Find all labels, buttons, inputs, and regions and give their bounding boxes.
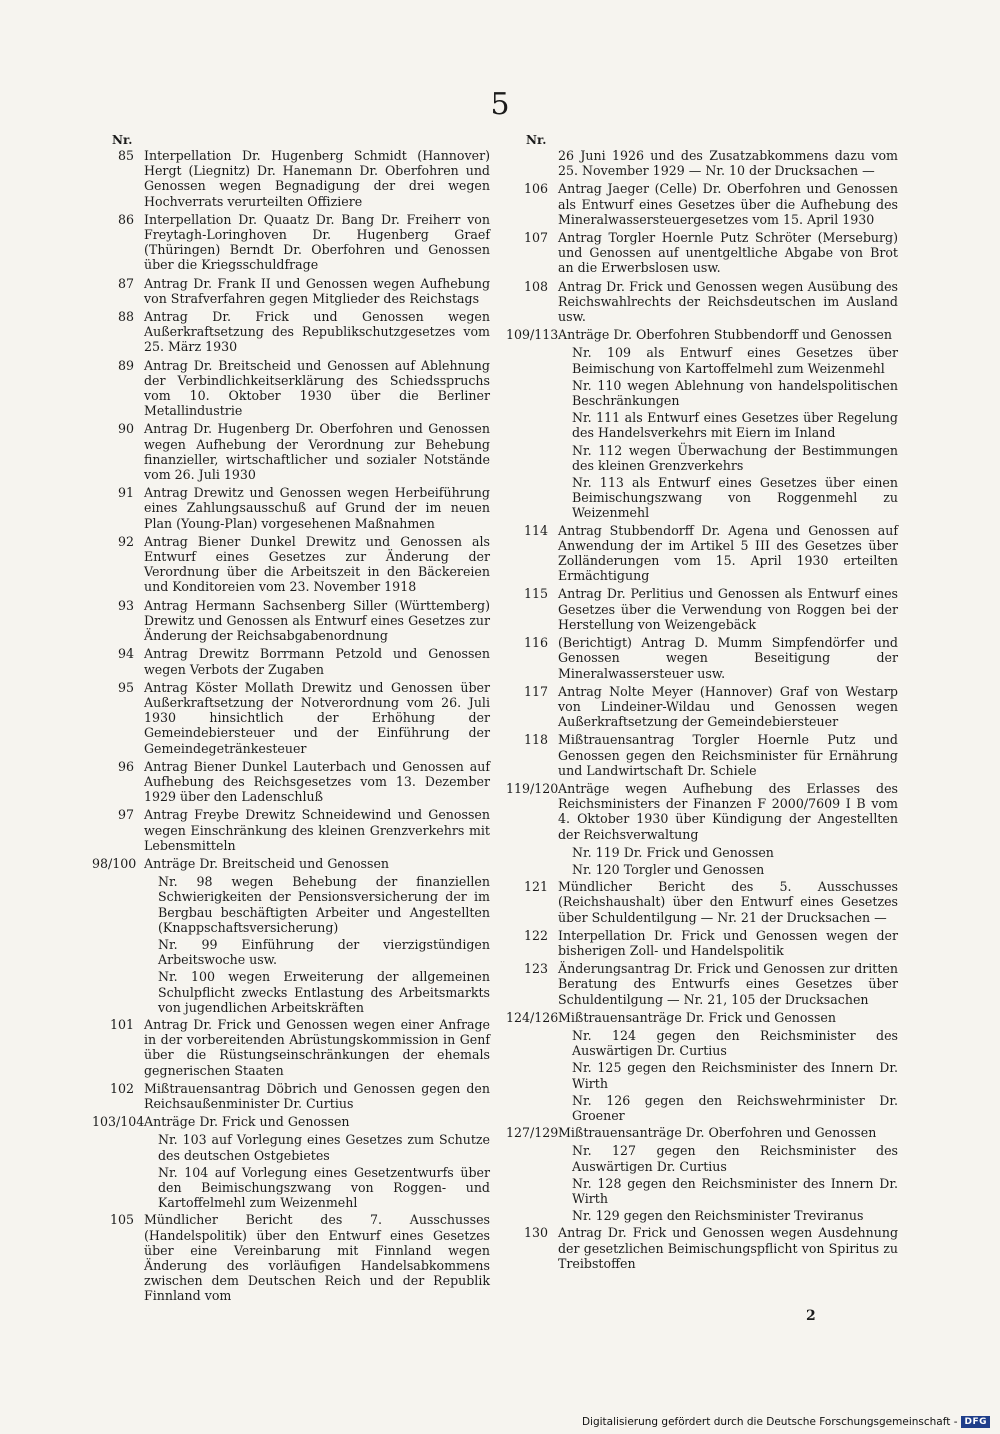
list-item xyxy=(506,586,898,632)
entry-text: Antrag Nolte Meyer (Hannover) Graf von Westarp von Lindeiner-Wildau und Genossen wegen Außerkraftsetzung der Gemeindebiersteuer xyxy=(558,683,898,730)
entry-text: Antrag Stubbendorff Dr. Agena und Genossen auf Anwendung der im Artikel 5 III des Gesetzes über Zolländerungen vom 15. April 1930 erteilten Ermächtigung xyxy=(558,522,898,584)
entry-text: Antrag Biener Dunkel Drewitz und Genossen als Entwurf eines Gesetzes zur Änderung der Verordnung über die Arbeitszeit in den Bäckereien und Konditoreien vom 23. November 1918 xyxy=(144,533,490,595)
sheet-number: 2 xyxy=(806,1308,816,1324)
entry-number: 102 xyxy=(109,1080,134,1096)
list-item xyxy=(92,1212,490,1303)
list-item xyxy=(506,279,898,325)
entry-number: 116 xyxy=(523,635,548,651)
list-item xyxy=(92,421,490,482)
entry-number: 122 xyxy=(523,927,548,943)
footer-text: Digitalisierung gefördert durch die Deutsche Forschungsgemeinschaft - xyxy=(581,1416,958,1428)
entry-text: Anträge Dr. Breitscheid und Genossen xyxy=(144,855,390,871)
entry-number: 95 xyxy=(117,679,134,695)
entry-text: (Berichtigt) Antrag D. Mumm Simpfendörfer und Genossen wegen Beseitigung der Mineralwassersteuer usw. xyxy=(558,635,898,681)
list-item xyxy=(92,1017,490,1078)
list-item xyxy=(506,732,898,778)
entry-text: Antrag Hermann Sachsenberg Siller (Württemberg) Drewitz und Genossen als Entwurf eines Gesetzes zur Änderung der Reichsabgabenordnung xyxy=(144,597,490,644)
sub-item: Nr. 103 auf Vorlegung eines Gesetzes zum Schutze des deutschen Ostgebietes xyxy=(158,1132,490,1163)
entry-number: 123 xyxy=(523,961,548,977)
entry-text: Antrag Dr. Hugenberg Dr. Oberfohren und Genossen wegen Aufhebung der Verordnung zur Behebung finanzieller, wirtschaftlicher und sozialer Notstände vom 26. Juli 1930 xyxy=(144,421,490,483)
entry-number: 94 xyxy=(117,646,134,662)
entry-text: Antrag Drewitz Borrmann Petzold und Genossen wegen Verbots der Zugaben xyxy=(144,646,490,677)
entry-text: Mündlicher Bericht des 7. Ausschusses (Handelspolitik) über den Entwurf eines Gesetzes über eine Vereinbarung mit Finnland wegen Änderung des vorläufigen Handelsabkommens zwischen dem Deutschen Reich und der Republik Finnland vom xyxy=(144,1212,490,1304)
list-item xyxy=(92,358,490,419)
entry-number: 89 xyxy=(117,357,134,373)
list-item xyxy=(506,1010,898,1025)
list-item xyxy=(506,961,898,1007)
sub-item: Nr. 112 wegen Überwachung der Bestimmungen des kleinen Grenzverkehrs xyxy=(572,442,898,473)
list-item xyxy=(506,635,898,681)
entry-text: Antrag Dr. Frick und Genossen wegen Außerkraftsetzung des Republikschutzgesetzes vom 25. März 1930 xyxy=(144,309,490,355)
list-item xyxy=(92,1081,490,1111)
list-item xyxy=(92,148,490,209)
sub-item: Nr. 128 gegen den Reichsminister des Innern Dr. Wirth xyxy=(572,1175,898,1206)
entry-number: 91 xyxy=(117,485,134,501)
entry-number: 97 xyxy=(117,807,134,823)
continuation-text: 26 Juni 1926 und des Zusatzabkommens dazu vom 25. November 1929 — Nr. 10 der Drucksachen — xyxy=(558,148,898,179)
entry-number: 96 xyxy=(117,758,134,774)
sub-item: Nr. 104 auf Vorlegung eines Gesetzentwurfs über den Beimischungszwang von Roggen- und Kartoffelmehl zum Weizenmehl xyxy=(158,1164,490,1211)
entry-text: Interpellation Dr. Quaatz Dr. Bang Dr. Freiherr von Freytagh-Loringhoven Dr. Hugenberg Graef (Thüringen) Berndt Dr. Oberfohren und Genossen über die Kriegsschuldfrage xyxy=(144,211,490,273)
entry-number: 90 xyxy=(117,421,134,437)
entry-text: Antrag Dr. Frick und Genossen wegen einer Anfrage in der vorbereitenden Abrüstungskommission in Genf über die Rüstungseinschränkungen der ehemals gegnerischen Staaten xyxy=(144,1016,490,1078)
list-item xyxy=(506,928,898,958)
entry-text: Antrag Freybe Drewitz Schneidewind und Genossen wegen Einschränkung des kleinen Grenzverkehrs mit Lebensmitteln xyxy=(144,807,490,853)
right-column xyxy=(506,133,898,1274)
entry-number: 114 xyxy=(523,522,548,538)
entry-number: 98/100 xyxy=(92,855,137,871)
entry-number: 118 xyxy=(523,732,548,748)
list-item xyxy=(92,856,490,871)
sub-item: Nr. 110 wegen Ablehnung von handelspolitischen Beschränkungen xyxy=(572,377,898,409)
entry-text: Änderungsantrag Dr. Frick und Genossen zur dritten Beratung des Entwurfs eines Gesetzes über Schuldentilgung — Nr. 21, 105 der Drucksachen xyxy=(558,961,898,1007)
sub-item: Nr. 127 gegen den Reichsminister des Auswärtigen Dr. Curtius xyxy=(572,1143,898,1174)
sub-item: Nr. 100 wegen Erweiterung der allgemeinen Schulpflicht zwecks Entlastung des Arbeitsmarkts von jugendlichen Arbeitskräften xyxy=(158,969,490,1015)
entry-number: 117 xyxy=(523,683,548,699)
list-item xyxy=(92,680,490,756)
column-header: Nr. xyxy=(112,133,133,147)
entry-number: 92 xyxy=(117,533,134,549)
entry-number: 103/104 xyxy=(92,1114,145,1130)
entry-number: 106 xyxy=(523,181,548,197)
entry-number: 115 xyxy=(523,586,548,602)
entry-number: 119/120 xyxy=(506,780,559,796)
list-item xyxy=(506,684,898,730)
entry-number: 86 xyxy=(117,211,134,227)
dfg-logo: DFG xyxy=(961,1416,990,1428)
entry-text: Mißtrauensantrag Döbrich und Genossen gegen den Reichsaußenminister Dr. Curtius xyxy=(144,1080,490,1111)
entry-number: 121 xyxy=(523,879,548,895)
sub-item: Nr. 126 gegen den Reichswehrminister Dr. Groener xyxy=(572,1092,898,1123)
list-item xyxy=(506,1225,898,1271)
list-item xyxy=(92,807,490,853)
list-item xyxy=(506,1125,898,1140)
sub-item: Nr. 98 wegen Behebung der finanziellen Schwierigkeiten der Pensionsversicherung der im Bergbau beschäftigten Arbeiter und Angestellten (Knappschaftsversicherung) xyxy=(158,874,490,935)
entry-number: 127/129 xyxy=(506,1125,559,1141)
entry-number: 93 xyxy=(117,597,134,613)
entry-text: Antrag Dr. Frick und Genossen wegen Ausübung des Reichswahlrechts der Reichsdeutschen im Ausland usw. xyxy=(558,278,898,325)
entry-text: Interpellation Dr. Frick und Genossen wegen der bisherigen Zoll- und Handelspolitik xyxy=(558,927,898,958)
entry-number: 107 xyxy=(523,230,548,246)
entry-number: 87 xyxy=(117,275,134,291)
sub-item: Nr. 111 als Entwurf eines Gesetzes über Regelung des Handelsverkehrs mit Eiern im Inland xyxy=(572,410,898,441)
entry-text: Mißtrauensanträge Dr. Oberfohren und Genossen xyxy=(558,1125,877,1141)
entry-text: Antrag Dr. Frank II und Genossen wegen Aufhebung von Strafverfahren gegen Mitglieder des Reichstags xyxy=(144,275,490,306)
list-item xyxy=(506,781,898,842)
entry-number: 124/126 xyxy=(506,1009,559,1025)
list-item xyxy=(92,598,490,644)
list-item xyxy=(92,759,490,805)
sub-item: Nr. 99 Einführung der vierzigstündigen Arbeitswoche usw. xyxy=(158,936,490,968)
entry-text: Antrag Biener Dunkel Lauterbach und Genossen auf Aufhebung des Reichsgesetzes vom 13. Dezember 1929 über den Ladenschluß xyxy=(144,758,490,805)
entry-number: 105 xyxy=(109,1212,134,1228)
entry-text: Anträge wegen Aufhebung des Erlasses des Reichsministers der Finanzen F 2000/7609 I B vom 4. Oktober 1930 über Kündigung der Angestellten der Reichsverwaltung xyxy=(558,780,898,842)
entry-text: Mündlicher Bericht des 5. Ausschusses (Reichshaushalt) über den Entwurf eines Gesetzes über Schuldentilgung — Nr. 21 der Drucksachen — xyxy=(558,879,898,925)
entry-number: 109/113 xyxy=(506,327,559,343)
sub-item: Nr. 120 Torgler und Genossen xyxy=(572,861,765,877)
sub-item: Nr. 125 gegen den Reichsminister des Innern Dr. Wirth xyxy=(572,1060,898,1091)
entry-number: 130 xyxy=(523,1225,548,1241)
entry-number: 88 xyxy=(117,309,134,325)
list-item xyxy=(506,327,898,342)
sub-item: Nr. 109 als Entwurf eines Gesetzes über Beimischung von Kartoffelmehl zum Weizenmehl xyxy=(572,345,898,376)
list-item xyxy=(506,523,898,584)
list-item xyxy=(506,181,898,227)
entry-text: Mißtrauensanträge Dr. Frick und Genossen xyxy=(558,1009,836,1025)
list-item xyxy=(92,485,490,531)
list-item xyxy=(92,646,490,676)
left-column xyxy=(92,133,490,1307)
entry-number: 85 xyxy=(117,148,134,163)
entry-text: Antrag Köster Mollath Drewitz und Genossen über Außerkraftsetzung der Notverordnung vom 26. Juli 1930 hinsichtlich der Erhöhung der Gemeindebiersteuer und der Einführung der Gemeindegetränkesteuer xyxy=(144,679,490,756)
entry-text: Antrag Dr. Frick und Genossen wegen Ausdehnung der gesetzlichen Beimischungspflicht von Spiritus zu Treibstoffen xyxy=(558,1225,898,1271)
list-item xyxy=(92,309,490,355)
entry-text: Antrag Dr. Perlitius und Genossen als Entwurf eines Gesetzes über die Verwendung von Roggen bei der Herstellung von Weizengebäck xyxy=(558,586,898,632)
entry-text: Interpellation Dr. Hugenberg Schmidt (Hannover) Hergt (Liegnitz) Dr. Hanemann Dr. Oberfohren und Genossen wegen Begnadigung der drei wegen Hochverrats verurteilten Offiziere xyxy=(144,148,490,209)
list-item xyxy=(506,879,898,925)
entry-text: Anträge Dr. Frick und Genossen xyxy=(144,1114,350,1130)
sub-item: Nr. 113 als Entwurf eines Gesetzes über einen Beimischungszwang von Roggenmehl zu Weizenmehl xyxy=(572,475,898,521)
entry-text: Antrag Dr. Breitscheid und Genossen auf Ablehnung der Verbindlichkeitserklärung des Schiedsspruchs vom 10. Oktober 1930 über die Berliner Metallindustrie xyxy=(144,357,490,419)
list-item xyxy=(92,534,490,595)
entry-number: 101 xyxy=(109,1016,134,1032)
entry-text: Anträge Dr. Oberfohren Stubbendorff und Genossen xyxy=(558,327,892,343)
entry-text: Antrag Torgler Hoernle Putz Schröter (Merseburg) und Genossen auf unentgeltliche Abgabe von Brot an die Erwerbslosen usw. xyxy=(558,230,898,276)
sub-item: Nr. 129 gegen den Reichsminister Treviranus xyxy=(572,1208,864,1224)
sub-item: Nr. 124 gegen den Reichsminister des Auswärtigen Dr. Curtius xyxy=(572,1027,898,1059)
entry-list xyxy=(506,181,898,1271)
column-header: Nr. xyxy=(526,133,547,147)
list-item xyxy=(92,212,490,273)
entry-text: Antrag Drewitz und Genossen wegen Herbeiführung eines Zahlungsausschuß auf Grund der im neuen Plan (Young-Plan) vorgesehenen Maßnahmen xyxy=(144,485,490,531)
entry-number: 108 xyxy=(523,278,548,294)
entry-text: Antrag Jaeger (Celle) Dr. Oberfohren und Genossen als Entwurf eines Gesetzes über die Aufhebung des Mineralwassersteuergesetzes vom 15. April 1930 xyxy=(558,181,898,227)
sub-item: Nr. 119 Dr. Frick und Genossen xyxy=(572,844,774,860)
entry-text: Mißtrauensantrag Torgler Hoernle Putz und Genossen gegen den Reichsminister für Ernährung und Landwirtschaft Dr. Schiele xyxy=(558,732,898,778)
list-item xyxy=(506,230,898,276)
page-number: 5 xyxy=(490,87,510,122)
list-item xyxy=(92,276,490,306)
entry-list xyxy=(92,148,490,1304)
footer xyxy=(582,1416,990,1428)
list-item xyxy=(92,1114,490,1129)
